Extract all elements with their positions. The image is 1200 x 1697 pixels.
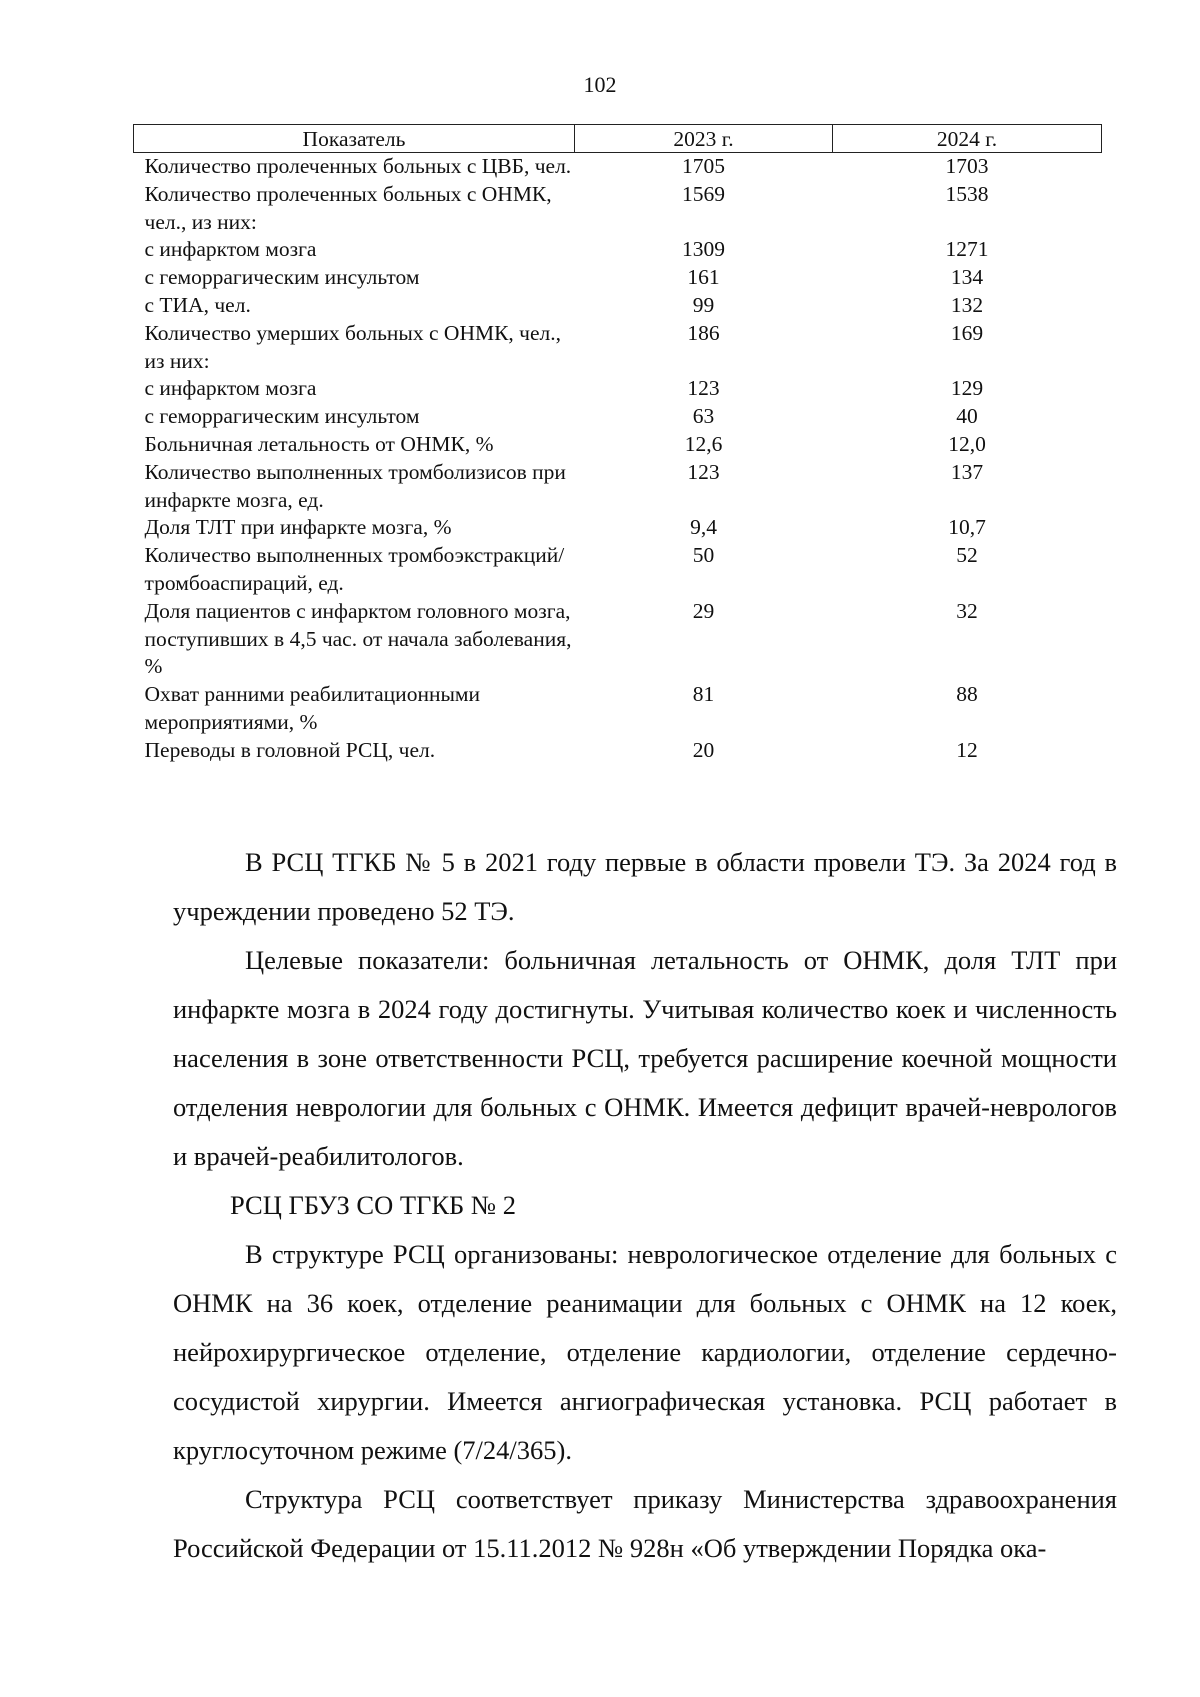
row-value-2024: 129 (950, 376, 984, 401)
table-row (134, 236, 1102, 264)
row-value-2023: 20 (692, 737, 715, 762)
page-number: 102 (583, 72, 617, 97)
table-row (134, 598, 1102, 681)
header-indicator: Показатель (134, 125, 575, 153)
row-label: Количество пролеченных больных с ОНМК, чел., из них: (144, 181, 552, 234)
row-label: с инфарктом мозга (144, 376, 317, 401)
row-value-2024: 132 (950, 292, 984, 317)
row-value-2023: 1569 (682, 181, 725, 206)
paragraph-te: В РСЦ ТГКБ № 5 в 2021 году первые в области провели ТЭ. За 2024 год в учреждении проведено 52 ТЭ. (173, 847, 1117, 926)
row-value-2023: 123 (687, 459, 720, 484)
table-row (134, 264, 1102, 292)
table-body (134, 153, 1102, 765)
row-label: с геморрагическим инсультом (144, 265, 420, 290)
row-label: Количество выполненных тромболизисов при инфаркте мозга, ед. (144, 459, 566, 512)
table-row (134, 153, 1102, 181)
row-label: Доля пациентов с инфарктом головного мозга, поступивших в 4,5 час. от начала заболевания, % (144, 598, 572, 679)
row-value-2023: 123 (687, 376, 720, 401)
row-value-2024: 12 (956, 737, 978, 762)
row-label: с инфарктом мозга (144, 237, 317, 262)
row-label: Доля ТЛТ при инфаркте мозга, % (144, 515, 452, 540)
row-value-2023: 161 (687, 265, 720, 290)
row-value-2024: 1271 (945, 237, 989, 262)
row-value-2024: 32 (956, 598, 978, 623)
row-value-2024: 1538 (945, 181, 989, 206)
table-row (134, 403, 1102, 431)
paragraph-order: Структура РСЦ соответствует приказу Министерства здравоохранения Российской Федерации от 15.11.2012 № 928н «Об утверждении Порядка ока- (173, 1484, 1117, 1563)
paragraph-targets: Целевые показатели: больничная летальность от ОНМК, доля ТЛТ при инфаркте мозга в 2024 году достигнуты. Учитывая количество коек и численность населения в зоне ответственности РСЦ, требуется расширение коечной мощности отделения неврологии для больных с ОНМК. Имеется дефицит врачей-неврологов и врачей-реабилитологов. (173, 945, 1117, 1171)
row-value-2023: 9,4 (690, 515, 717, 540)
table-row (134, 737, 1102, 765)
row-value-2024: 10,7 (948, 515, 986, 540)
header-2023: 2023 г. (575, 125, 833, 153)
table-row (134, 514, 1102, 542)
row-label: с ТИА, чел. (144, 292, 251, 317)
row-value-2024: 52 (956, 543, 978, 568)
row-label: Количество умерших больных с ОНМК, чел., из них: (144, 320, 562, 373)
stats-table (133, 124, 1102, 765)
row-label: Количество пролеченных больных с ЦВБ, чел. (144, 154, 572, 178)
row-label: Охват ранними реабилитационными мероприятиями, % (144, 682, 481, 734)
table-row (134, 181, 1102, 237)
body-text (173, 838, 1117, 1573)
row-value-2024: 12,0 (948, 431, 986, 456)
row-value-2024: 88 (956, 682, 978, 707)
table-row (134, 681, 1102, 737)
table-row (134, 375, 1102, 403)
section-heading: РСЦ ГБУЗ СО ТГКБ № 2 (230, 1190, 517, 1220)
row-value-2024: 137 (950, 459, 984, 484)
row-value-2023: 50 (692, 543, 715, 568)
row-value-2024: 40 (956, 404, 978, 429)
row-label: Переводы в головной РСЦ, чел. (144, 737, 436, 762)
row-value-2023: 186 (687, 320, 720, 345)
row-value-2023: 81 (692, 682, 715, 707)
row-label: Количество выполненных тромбоэкстракций/ тромбоаспираций, ед. (144, 543, 565, 595)
table-row (134, 431, 1102, 459)
row-label: Больничная летальность от ОНМК, % (144, 431, 494, 456)
row-value-2024: 1703 (945, 154, 989, 178)
row-value-2023: 12,6 (684, 431, 723, 456)
table-header-row (134, 125, 1102, 153)
row-value-2023: 1705 (682, 154, 725, 178)
row-value-2023: 1309 (682, 237, 725, 262)
row-value-2023: 99 (692, 292, 715, 317)
row-value-2023: 63 (692, 404, 715, 429)
row-label: с геморрагическим инсультом (144, 404, 420, 429)
row-value-2024: 134 (950, 265, 984, 290)
row-value-2024: 169 (950, 320, 984, 345)
header-2024: 2024 г. (833, 125, 1102, 153)
row-value-2023: 29 (692, 598, 715, 623)
table-row (134, 320, 1102, 376)
table-row (134, 292, 1102, 320)
paragraph-structure: В структуре РСЦ организованы: неврологическое отделение для больных с ОНМК на 36 коек, отделение реанимации для больных с ОНМК на 12 коек, нейрохирургическое отделение, отделение кардиологии, отделение сердечно-сосудистой хирургии. Имеется ангиографическая установка. РСЦ работает в круглосуточном режиме (7/24/365). (173, 1239, 1117, 1465)
table-row (134, 459, 1102, 515)
table-row (134, 542, 1102, 598)
